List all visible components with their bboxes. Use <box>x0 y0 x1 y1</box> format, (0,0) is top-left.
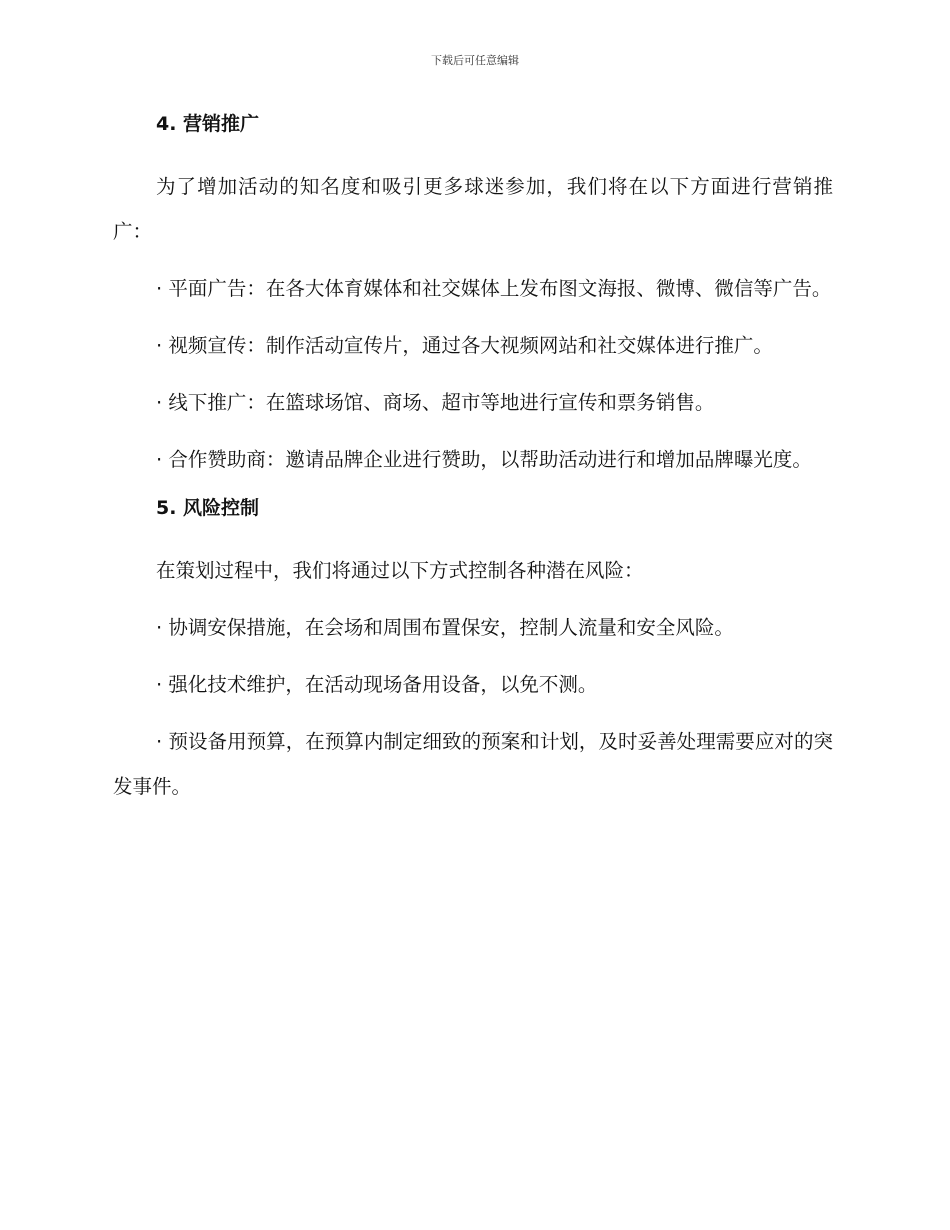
list-item: · 合作赞助商：邀请品牌企业进行赞助，以帮助活动进行和增加品牌曝光度。 <box>156 448 812 471</box>
section-heading-risk-control: 5. 风险控制 <box>156 497 260 519</box>
list-item: · 平面广告：在各大体育媒体和社交媒体上发布图文海报、微博、微信等广告。 <box>156 277 832 300</box>
list-item: · 视频宣传：制作活动宣传片，通过各大视频网站和社交媒体进行推广。 <box>156 334 773 357</box>
list-item: · 预设备用预算，在预算内制定细致的预案和计划，及时妥善处理需要应对的突发事件。 <box>113 730 833 798</box>
page-header: 下载后可任意编辑 <box>431 54 519 67</box>
paragraph: 为了增加活动的知名度和吸引更多球迷参加，我们将在以下方面进行营销推广： <box>113 175 833 243</box>
paragraph: 在策划过程中，我们将通过以下方式控制各种潜在风险： <box>156 559 644 582</box>
list-item: · 强化技术维护，在活动现场备用设备，以免不测。 <box>156 673 598 696</box>
section-heading-marketing: 4. 营销推广 <box>156 113 260 135</box>
document-body <box>113 110 833 821</box>
list-item: · 线下推广：在篮球场馆、商场、超市等地进行宣传和票务销售。 <box>156 391 715 414</box>
list-item: · 协调安保措施，在会场和周围布置保安，控制人流量和安全风险。 <box>156 616 734 639</box>
